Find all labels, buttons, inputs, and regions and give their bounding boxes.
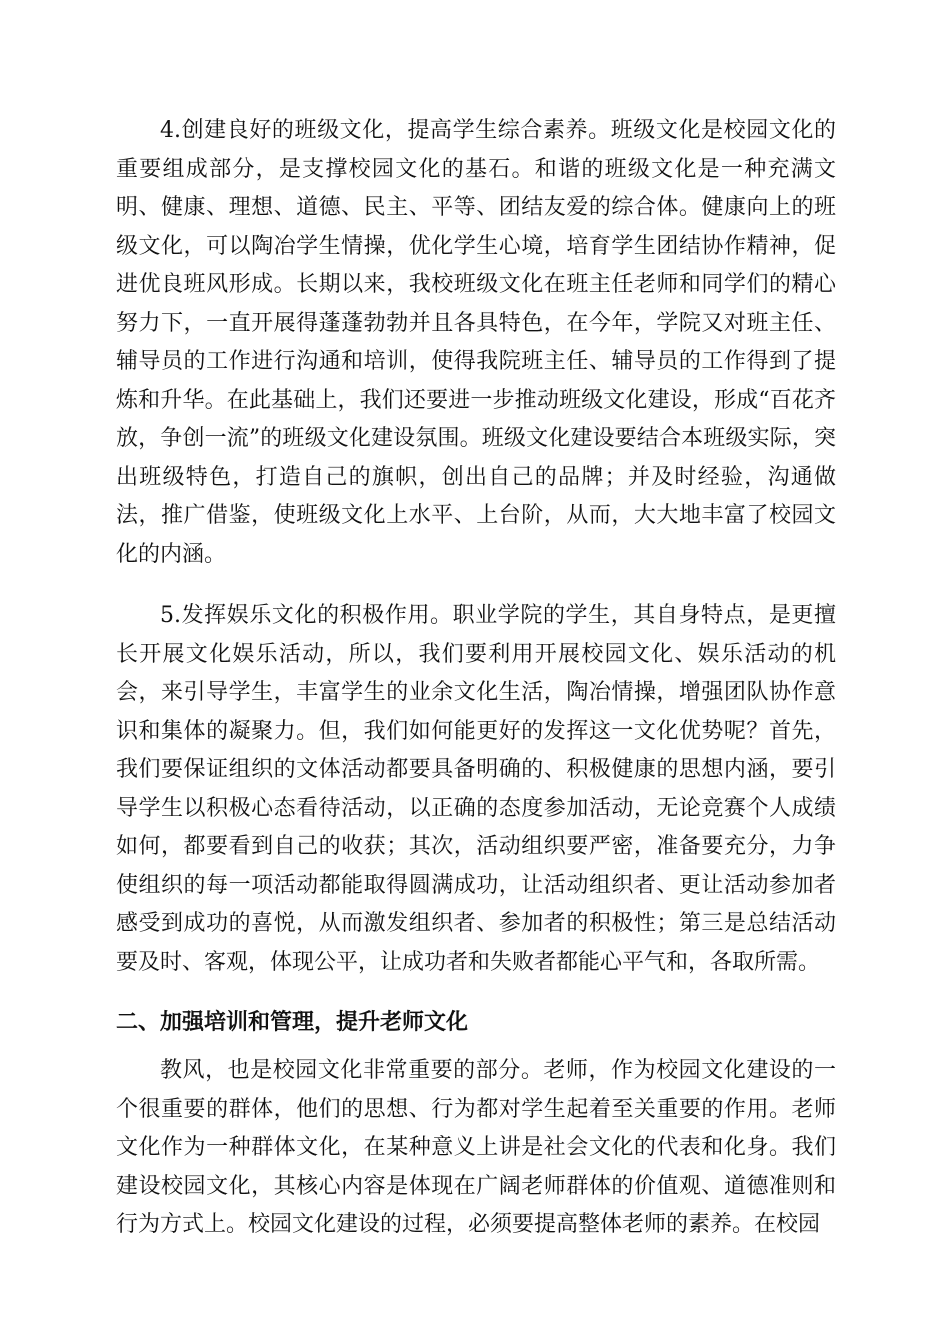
section-heading-teacher-culture: 二、加强培训和管理，提升老师文化 [116,1010,469,1035]
document-body [116,112,836,1245]
paragraph-teaching-style: 教风，也是校园文化非常重要的部分。老师，作为校园文化建设的一个很重要的群体，他们的思想、行为都对学生起着至关重要的作用。老师文化作为一种群体文化，在某种意义上讲是社会文化的代表和化身。我们建设校园文化，其核心内容是体现在广阔老师群体的价值观、道德准则和行为方式上。校园文化建设的过程，必须要提高整体老师的素养。在校园 [116,1058,836,1237]
paragraph-entertainment-culture: 5.发挥娱乐文化的积极作用。职业学院的学生，其自身特点，是更擅长开展文化娱乐活动，所以，我们要利用开展校园文化、娱乐活动的机会，来引导学生，丰富学生的业余文化生活，陶冶情操，增强团队协作意识和集体的凝聚力。但，我们如何能更好的发挥这一文化优势呢？首先，我们要保证组织的文体活动都要具备明确的、积极健康的思想内涵，要引导学生以积极心态看待活动，以正确的态度参加活动，无论竞赛个人成绩如何，都要看到自己的收获；其次，活动组织要严密，准备要充分，力争使组织的每一项活动都能取得圆满成功，让活动组织者、更让活动参加者感受到成功的喜悦，从而激发组织者、参加者的积极性；第三是总结活动要及时、客观，体现公平，让成功者和失败者都能心平气和，各取所需。 [116,603,836,975]
paragraph-class-culture: 4.创建良好的班级文化，提高学生综合素养。班级文化是校园文化的重要组成部分，是支撑校园文化的基石。和谐的班级文化是一种充满文明、健康、理想、道德、民主、平等、团结友爱的综合体。健康向上的班级文化，可以陶冶学生情操，优化学生心境，培育学生团结协作精神，促进优良班风形成。长期以来，我校班级文化在班主任老师和同学们的精心努力下，一直开展得蓬蓬勃勃并且各具特色，在今年，学院又对班主任、辅导员的工作进行沟通和培训，使得我院班主任、辅导员的工作得到了提炼和升华。在此基础上，我们还要进一步推动班级文化建设，形成“百花齐放，争创一流”的班级文化建设氛围。班级文化建设要结合本班级实际，突出班级特色，打造自己的旗帜，创出自己的品牌；并及时经验，沟通做法，推广借鉴，使班级文化上水平、上台阶，从而，大大地丰富了校园文化的内涵。 [116,118,836,567]
